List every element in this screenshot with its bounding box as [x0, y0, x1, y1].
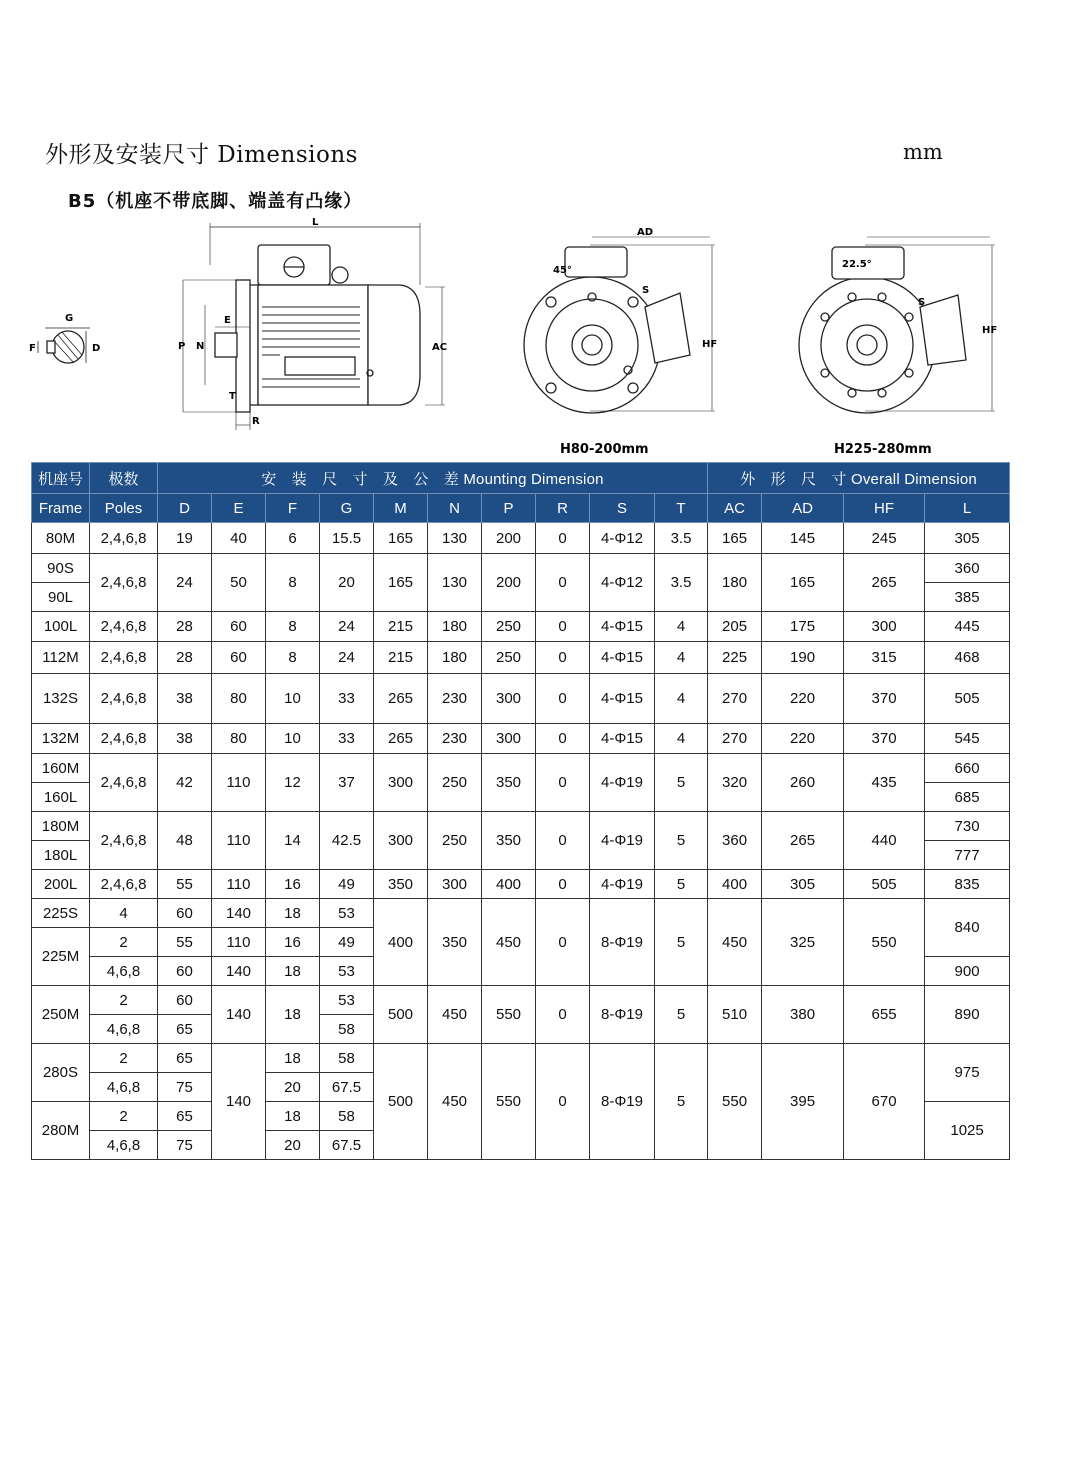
- cell: 180M: [32, 812, 90, 841]
- cell: 265: [374, 724, 428, 754]
- cell: 8-Φ19: [590, 1044, 655, 1160]
- cell: 58: [320, 1102, 374, 1131]
- cell: 15.5: [320, 523, 374, 554]
- cell: 450: [708, 899, 762, 986]
- cell: 270: [708, 674, 762, 724]
- cell: 140: [212, 899, 266, 928]
- cell: 65: [158, 1015, 212, 1044]
- side-view-drawing: [183, 223, 448, 430]
- header-P: P: [482, 494, 536, 523]
- cell: 65: [158, 1044, 212, 1073]
- cell: 16: [266, 928, 320, 957]
- cell: 4-Φ12: [590, 523, 655, 554]
- unit-label: mm: [903, 140, 943, 164]
- cell: 840: [925, 899, 1010, 957]
- cell: 18: [266, 1102, 320, 1131]
- cell: 4-Φ15: [590, 724, 655, 754]
- page-title: 外形及安装尺寸 Dimensions: [45, 142, 358, 168]
- cell: 20: [266, 1073, 320, 1102]
- front-view-small-drawing: [524, 237, 718, 413]
- motor-drawings: [0, 215, 1080, 460]
- label-D: D: [92, 343, 101, 354]
- cell: 835: [925, 870, 1010, 899]
- cell: 4,6,8: [90, 1131, 158, 1160]
- cell: 60: [158, 986, 212, 1015]
- cell: 2,4,6,8: [90, 724, 158, 754]
- cell: 230: [428, 674, 482, 724]
- label-P: P: [178, 341, 186, 352]
- cell: 5: [655, 870, 708, 899]
- cell: 545: [925, 724, 1010, 754]
- header-D: D: [158, 494, 212, 523]
- table-row: [32, 812, 1010, 841]
- header-poles: Poles: [90, 494, 158, 523]
- cell: 2,4,6,8: [90, 812, 158, 870]
- cell: 0: [536, 754, 590, 812]
- cell: 38: [158, 724, 212, 754]
- cell: 8-Φ19: [590, 899, 655, 986]
- cell: 225: [708, 642, 762, 674]
- cell: 300: [374, 754, 428, 812]
- cell: 265: [374, 674, 428, 724]
- cell: 250: [482, 612, 536, 642]
- cell: 6: [266, 523, 320, 554]
- cell: 4,6,8: [90, 1073, 158, 1102]
- cell: 445: [925, 612, 1010, 642]
- table-row: [32, 724, 1010, 754]
- cell: 245: [844, 523, 925, 554]
- cell: 500: [374, 1044, 428, 1160]
- cell: 4-Φ12: [590, 554, 655, 612]
- cell: 305: [925, 523, 1010, 554]
- cell: 37: [320, 754, 374, 812]
- cell: 1025: [925, 1102, 1010, 1160]
- cell: 435: [844, 754, 925, 812]
- cell: 215: [374, 612, 428, 642]
- cell: 4-Φ15: [590, 674, 655, 724]
- cell: 4: [90, 899, 158, 928]
- cell: 205: [708, 612, 762, 642]
- cell: 100L: [32, 612, 90, 642]
- label-F: F: [29, 343, 36, 354]
- cell: 4: [655, 724, 708, 754]
- cell: 250: [482, 642, 536, 674]
- cell: 2,4,6,8: [90, 674, 158, 724]
- cell: 49: [320, 870, 374, 899]
- cell: 0: [536, 724, 590, 754]
- cell: 58: [320, 1044, 374, 1073]
- label-HF-large: HF: [982, 325, 998, 336]
- table-row: [32, 1044, 1010, 1073]
- cell: 975: [925, 1044, 1010, 1102]
- cell: 360: [925, 554, 1010, 583]
- cell: 4,6,8: [90, 1015, 158, 1044]
- cell: 225M: [32, 928, 90, 986]
- cell: 890: [925, 986, 1010, 1044]
- cell: 38: [158, 674, 212, 724]
- caption-large: H225-280mm: [834, 442, 932, 457]
- label-AC: AC: [432, 342, 448, 353]
- cell: 685: [925, 783, 1010, 812]
- cell: 14: [266, 812, 320, 870]
- cell: 305: [762, 870, 844, 899]
- header-L: L: [925, 494, 1010, 523]
- cell: 58: [320, 1015, 374, 1044]
- cell: 505: [844, 870, 925, 899]
- cell: 660: [925, 754, 1010, 783]
- cell: 550: [844, 899, 925, 986]
- cell: 2: [90, 1044, 158, 1073]
- cell: 320: [708, 754, 762, 812]
- table-row: [32, 612, 1010, 642]
- cell: 270: [708, 724, 762, 754]
- cell: 60: [212, 642, 266, 674]
- cell: 250M: [32, 986, 90, 1044]
- cell: 300: [482, 674, 536, 724]
- cell: 28: [158, 612, 212, 642]
- cell: 280S: [32, 1044, 90, 1102]
- header-frame-cn: 机座号: [32, 463, 90, 494]
- cell: 48: [158, 812, 212, 870]
- dimensions-table: [31, 462, 1010, 1160]
- cell: 215: [374, 642, 428, 674]
- cell: 2,4,6,8: [90, 642, 158, 674]
- cell: 2,4,6,8: [90, 554, 158, 612]
- cell: 468: [925, 642, 1010, 674]
- cell: 0: [536, 523, 590, 554]
- cell: 110: [212, 928, 266, 957]
- table-row: [32, 523, 1010, 554]
- cell: 0: [536, 870, 590, 899]
- table-row: [32, 870, 1010, 899]
- label-HF-small: HF: [702, 339, 718, 350]
- cell: 5: [655, 812, 708, 870]
- cell: 110: [212, 812, 266, 870]
- cell: 250: [428, 754, 482, 812]
- cell: 325: [762, 899, 844, 986]
- cell: 65: [158, 1102, 212, 1131]
- cell: 67.5: [320, 1073, 374, 1102]
- cell: 280M: [32, 1102, 90, 1160]
- cell: 505: [925, 674, 1010, 724]
- cell: 500: [374, 986, 428, 1044]
- cell: 350: [482, 812, 536, 870]
- cell: 0: [536, 612, 590, 642]
- table-row: [32, 642, 1010, 674]
- cell: 400: [708, 870, 762, 899]
- cell: 80: [212, 724, 266, 754]
- cell: 60: [212, 612, 266, 642]
- cell: 18: [266, 986, 320, 1044]
- cell: 80: [212, 674, 266, 724]
- cell: 4-Φ19: [590, 754, 655, 812]
- cell: 380: [762, 986, 844, 1044]
- cell: 190: [762, 642, 844, 674]
- cell: 730: [925, 812, 1010, 841]
- header-mounting: 安 装 尺 寸 及 公 差 Mounting Dimension: [158, 463, 708, 494]
- cell: 370: [844, 724, 925, 754]
- cell: 67.5: [320, 1131, 374, 1160]
- cell: 180L: [32, 841, 90, 870]
- cell: 18: [266, 1044, 320, 1073]
- header-frame: Frame: [32, 494, 90, 523]
- label-S-small: S: [642, 285, 650, 296]
- cell: 220: [762, 674, 844, 724]
- section-subtitle: B5（机座不带底脚、端盖有凸缘）: [68, 191, 363, 212]
- cell: 165: [374, 554, 428, 612]
- cell: 300: [844, 612, 925, 642]
- label-G: G: [65, 313, 74, 324]
- cell: 10: [266, 724, 320, 754]
- label-225: 22.5°: [842, 259, 872, 270]
- front-view-large-drawing: [799, 237, 998, 413]
- cell: 53: [320, 957, 374, 986]
- header-G: G: [320, 494, 374, 523]
- cell: 385: [925, 583, 1010, 612]
- cell: 28: [158, 642, 212, 674]
- label-T: T: [229, 391, 236, 402]
- cell: 20: [266, 1131, 320, 1160]
- cell: 55: [158, 928, 212, 957]
- header-AC: AC: [708, 494, 762, 523]
- cell: 655: [844, 986, 925, 1044]
- cell: 42.5: [320, 812, 374, 870]
- label-R: R: [252, 416, 260, 427]
- cell: 400: [482, 870, 536, 899]
- cell: 132S: [32, 674, 90, 724]
- cell: 60: [158, 957, 212, 986]
- header-HF: HF: [844, 494, 925, 523]
- cell: 4-Φ15: [590, 612, 655, 642]
- cell: 670: [844, 1044, 925, 1160]
- cell: 16: [266, 870, 320, 899]
- label-N: N: [196, 341, 205, 352]
- header-N: N: [428, 494, 482, 523]
- cell: 200: [482, 554, 536, 612]
- cell: 18: [266, 899, 320, 928]
- shaft-section-drawing: [38, 328, 90, 363]
- cell: 0: [536, 899, 590, 986]
- cell: 175: [762, 612, 844, 642]
- cell: 180: [428, 642, 482, 674]
- table-row: [32, 899, 1010, 928]
- cell: 350: [374, 870, 428, 899]
- cell: 2,4,6,8: [90, 754, 158, 812]
- cell: 140: [212, 957, 266, 986]
- cell: 360: [708, 812, 762, 870]
- cell: 8: [266, 554, 320, 612]
- cell: 3.5: [655, 554, 708, 612]
- label-AD-small: AD: [637, 227, 654, 238]
- cell: 110: [212, 870, 266, 899]
- cell: 230: [428, 724, 482, 754]
- cell: 450: [428, 1044, 482, 1160]
- cell: 777: [925, 841, 1010, 870]
- header-R: R: [536, 494, 590, 523]
- cell: 18: [266, 957, 320, 986]
- cell: 140: [212, 1044, 266, 1160]
- cell: 200: [482, 523, 536, 554]
- cell: 8: [266, 642, 320, 674]
- cell: 510: [708, 986, 762, 1044]
- cell: 450: [482, 899, 536, 986]
- cell: 440: [844, 812, 925, 870]
- cell: 49: [320, 928, 374, 957]
- cell: 132M: [32, 724, 90, 754]
- cell: 5: [655, 986, 708, 1044]
- table-row: [32, 674, 1010, 724]
- cell: 50: [212, 554, 266, 612]
- cell: 4: [655, 612, 708, 642]
- header-F: F: [266, 494, 320, 523]
- cell: 33: [320, 674, 374, 724]
- cell: 42: [158, 754, 212, 812]
- cell: 550: [482, 1044, 536, 1160]
- cell: 2: [90, 1102, 158, 1131]
- cell: 4-Φ19: [590, 812, 655, 870]
- header-poles-cn: 极数: [90, 463, 158, 494]
- cell: 112M: [32, 642, 90, 674]
- cell: 75: [158, 1131, 212, 1160]
- caption-small: H80-200mm: [560, 442, 649, 457]
- cell: 80M: [32, 523, 90, 554]
- cell: 550: [482, 986, 536, 1044]
- cell: 0: [536, 674, 590, 724]
- cell: 0: [536, 812, 590, 870]
- cell: 315: [844, 642, 925, 674]
- cell: 5: [655, 899, 708, 986]
- cell: 20: [320, 554, 374, 612]
- cell: 395: [762, 1044, 844, 1160]
- cell: 8-Φ19: [590, 986, 655, 1044]
- table-row: [32, 554, 1010, 583]
- cell: 90S: [32, 554, 90, 583]
- cell: 225S: [32, 899, 90, 928]
- cell: 300: [374, 812, 428, 870]
- table-row: [32, 754, 1010, 783]
- cell: 160L: [32, 783, 90, 812]
- cell: 55: [158, 870, 212, 899]
- cell: 75: [158, 1073, 212, 1102]
- cell: 260: [762, 754, 844, 812]
- cell: 110: [212, 754, 266, 812]
- cell: 2: [90, 986, 158, 1015]
- cell: 370: [844, 674, 925, 724]
- cell: 33: [320, 724, 374, 754]
- cell: 145: [762, 523, 844, 554]
- cell: 0: [536, 554, 590, 612]
- header-M: M: [374, 494, 428, 523]
- cell: 900: [925, 957, 1010, 986]
- cell: 130: [428, 554, 482, 612]
- cell: 180: [708, 554, 762, 612]
- cell: 400: [374, 899, 428, 986]
- table-row: [32, 986, 1010, 1015]
- cell: 140: [212, 986, 266, 1044]
- cell: 0: [536, 986, 590, 1044]
- cell: 200L: [32, 870, 90, 899]
- cell: 53: [320, 899, 374, 928]
- cell: 10: [266, 674, 320, 724]
- cell: 4,6,8: [90, 957, 158, 986]
- cell: 4-Φ19: [590, 870, 655, 899]
- cell: 90L: [32, 583, 90, 612]
- cell: 165: [708, 523, 762, 554]
- cell: 250: [428, 812, 482, 870]
- label-L: L: [312, 217, 319, 228]
- cell: 5: [655, 754, 708, 812]
- header-S: S: [590, 494, 655, 523]
- cell: 450: [428, 986, 482, 1044]
- header-overall: 外 形 尺 寸 Overall Dimension: [708, 463, 1010, 494]
- cell: 12: [266, 754, 320, 812]
- cell: 220: [762, 724, 844, 754]
- cell: 5: [655, 1044, 708, 1160]
- cell: 300: [428, 870, 482, 899]
- cell: 350: [482, 754, 536, 812]
- cell: 265: [844, 554, 925, 612]
- cell: 60: [158, 899, 212, 928]
- cell: 2,4,6,8: [90, 612, 158, 642]
- header-T: T: [655, 494, 708, 523]
- cell: 19: [158, 523, 212, 554]
- cell: 2,4,6,8: [90, 523, 158, 554]
- label-45: 45°: [553, 265, 572, 276]
- label-E: E: [224, 315, 231, 326]
- cell: 8: [266, 612, 320, 642]
- cell: 300: [482, 724, 536, 754]
- cell: 2,4,6,8: [90, 870, 158, 899]
- cell: 165: [762, 554, 844, 612]
- cell: 24: [320, 642, 374, 674]
- cell: 40: [212, 523, 266, 554]
- header-E: E: [212, 494, 266, 523]
- cell: 350: [428, 899, 482, 986]
- cell: 2: [90, 928, 158, 957]
- cell: 3.5: [655, 523, 708, 554]
- cell: 265: [762, 812, 844, 870]
- cell: 0: [536, 642, 590, 674]
- cell: 130: [428, 523, 482, 554]
- cell: 180: [428, 612, 482, 642]
- cell: 53: [320, 986, 374, 1015]
- cell: 24: [158, 554, 212, 612]
- cell: 24: [320, 612, 374, 642]
- cell: 165: [374, 523, 428, 554]
- label-S-large: S: [918, 297, 926, 308]
- cell: 160M: [32, 754, 90, 783]
- cell: 4: [655, 642, 708, 674]
- cell: 4-Φ15: [590, 642, 655, 674]
- cell: 550: [708, 1044, 762, 1160]
- header-AD: AD: [762, 494, 844, 523]
- cell: 0: [536, 1044, 590, 1160]
- cell: 4: [655, 674, 708, 724]
